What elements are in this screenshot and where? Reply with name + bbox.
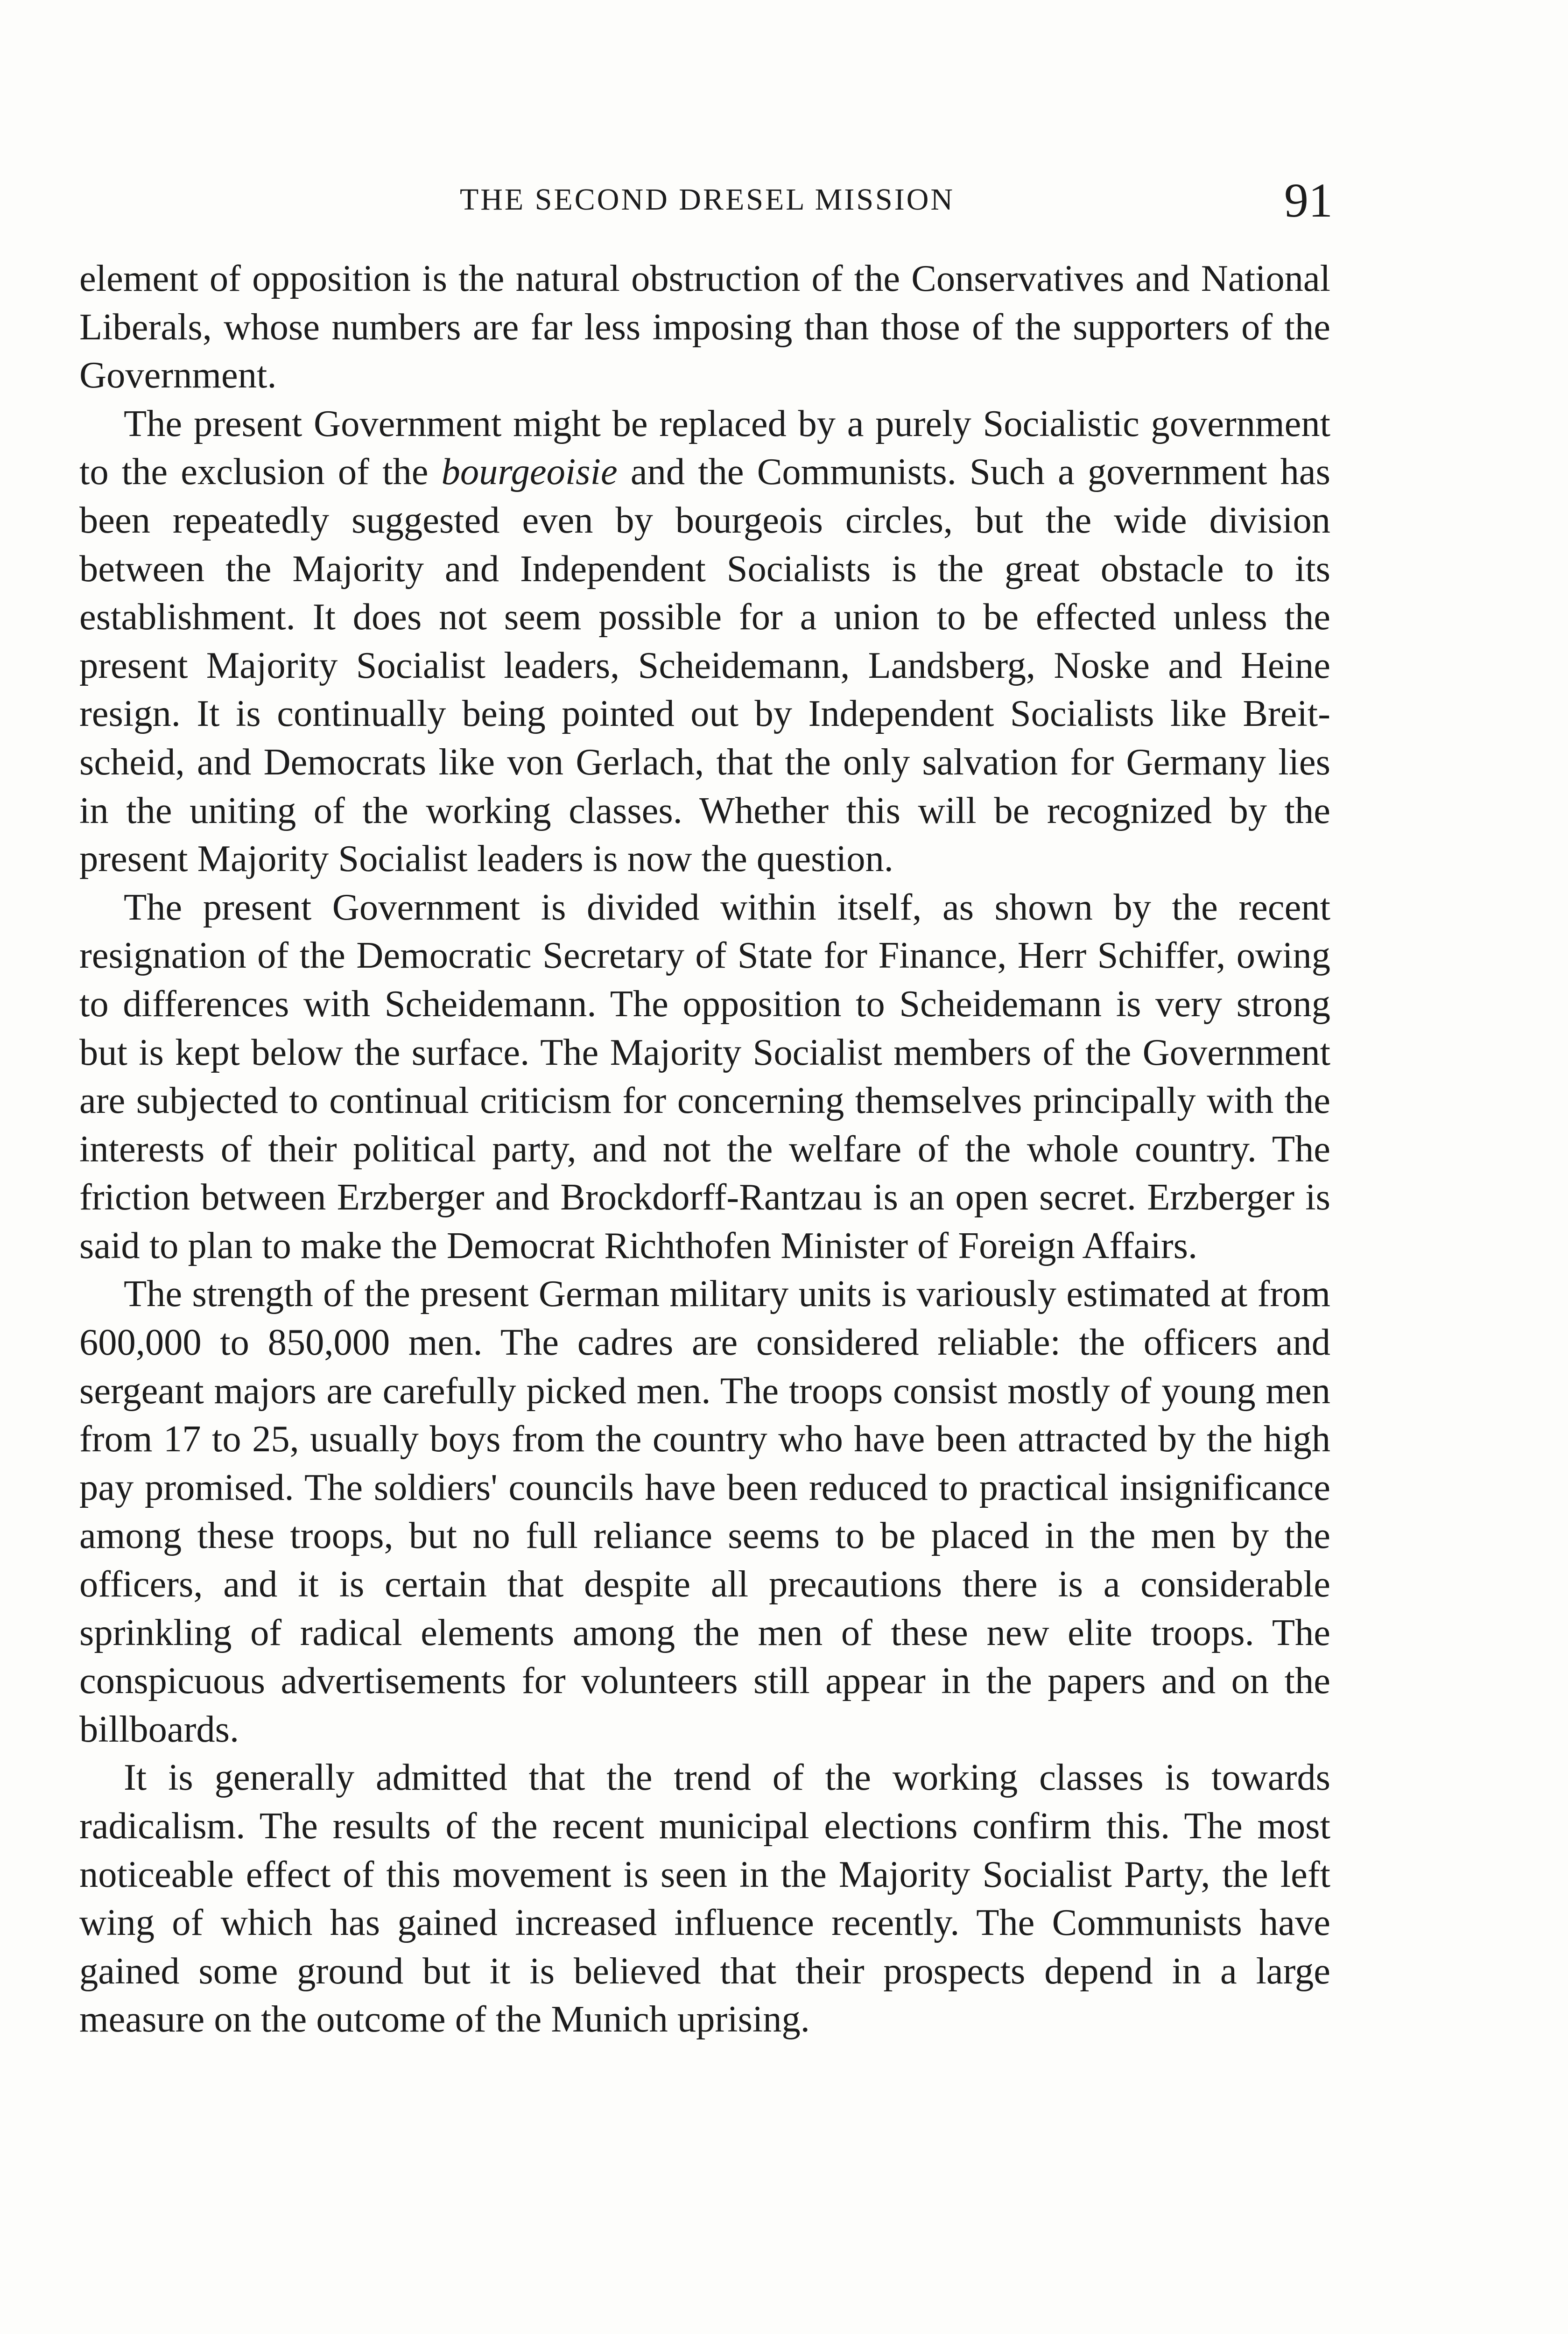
paragraph-4: The strength of the present German military units is variously estimated at from 600,000 to 850,000 men. The cadres are considered reliable: the officers and sergeant majors are carefully picked men. The troops consist mostly of young men from 17 to 25, usually boys from the country who have been attracted by the high pay promised. The soldiers' councils have been reduced to practical insignificance among these troops, but no full reliance seems to be placed in the men by the officers, and it is certain that despite all precautions there is a considerable sprinkling of radical elements among the men of these new elite troops. The conspicuous advertisements for volunteers still appear in the papers and on the billboards. (79, 1273, 1330, 1750)
paragraph-3: The present Government is divided within itself, as shown by the recent resignation of the Democratic Secretary of State for Finance, Herr Schiffer, owing to differences with Scheidemann. The opposition to Scheidemann is very strong but is kept below the surface. The Majority Socialist members of the Government are subjected to continual criticism for concerning themselves principally with the interests of their political party, and not the welfare of the whole country. The friction between Erzberger and Brockdorff-Rantzau is an open secret. Erzberger is said to plan to make the Democrat Richthofen Minister of Foreign Affairs. (79, 886, 1330, 1266)
page-number: 91 (1284, 174, 1333, 227)
running-title: THE SECOND DRESEL MISSION (459, 183, 955, 217)
paragraph-2-rest: and the Communists. Such a government has been repeatedly suggested even by bourgeois circles, but the wide division between the Majority and Independent Socialists is the great obstacle to its establishment. It does not seem possible for a union to be effected unless the present Majority Socialist leaders, Scheidemann, Landsberg, Noske and Heine resign. It is continually being pointed out by Independent Socialists like Breitscheid, and Democrats like von Gerlach, that the only salvation for Germany lies in the uniting of the working classes. Whether this will be recognized by the present Majority Socialist leaders is now the question. (79, 451, 1330, 880)
paragraph-2-start: The present Government might be replaced by a purely Socialistic government to the exclusion of the (79, 402, 1330, 493)
running-head (82, 174, 1333, 233)
italic-term: bourgeoisie (441, 451, 618, 493)
paragraph-5: It is generally admitted that the trend of the working classes is towards radicalism. The results of the recent municipal elections confirm this. The most noticeable effect of this movement is seen in the Majority Socialist Party, the left wing of which has gained increased influence recently. The Communists have gained some ground but it is believed that their prospects depend in a large measure on the outcome of the Munich uprising. (79, 1757, 1330, 2040)
paragraph-2 (79, 400, 1330, 883)
body-text (79, 254, 1330, 2044)
paragraph-1: element of opposition is the natural obstruction of the Conservatives and National Liberals, whose numbers are far less imposing than those of the supporters of the Government. (79, 258, 1330, 396)
